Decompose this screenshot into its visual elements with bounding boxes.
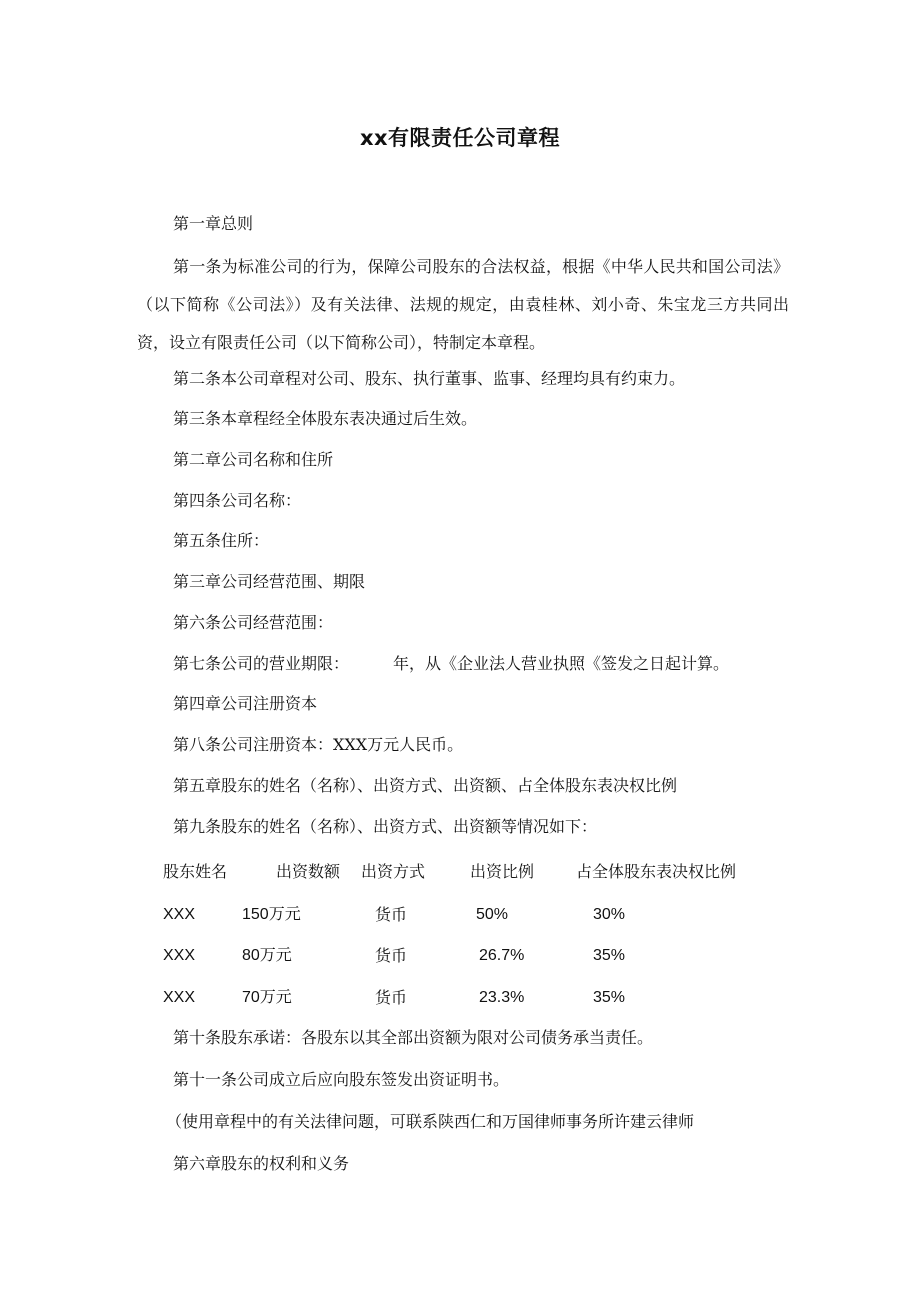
chapter-3-heading: 第三章公司经营范围、期限 xyxy=(173,572,366,591)
table-row-3-name: XXX xyxy=(163,989,196,1006)
article-7-part-b: 年，从《企业法人营业执照《签发之日起计算。 xyxy=(393,654,730,673)
article-4: 第四条公司名称： xyxy=(173,491,302,510)
table-row-1-ratio: 50% xyxy=(476,906,509,923)
table-row-1-name: XXX xyxy=(163,906,196,923)
table-row-1-method: 货币 xyxy=(375,905,408,924)
table-header-ratio: 出资比例 xyxy=(470,862,535,881)
table-row-3-vote: 35% xyxy=(593,989,626,1006)
table-row-1-vote: 30% xyxy=(593,906,626,923)
document-title: xx有限责任公司章程 xyxy=(359,126,561,150)
chapter-2-heading: 第二章公司名称和住所 xyxy=(173,450,334,469)
article-10: 第十条股东承诺：各股东以其全部出资额为限对公司债务承当责任。 xyxy=(173,1028,654,1047)
table-row-2-amount: 80万元 xyxy=(242,947,292,964)
table-header-method: 出资方式 xyxy=(361,862,426,881)
table-row-2-vote: 35% xyxy=(593,947,626,964)
table-row-3-ratio: 23.3% xyxy=(479,989,525,1006)
chapter-5-heading: 第五章股东的姓名（名称）、出资方式、出资额、占全体股东表决权比例 xyxy=(173,776,678,795)
chapter-1-heading: 第一章总则 xyxy=(173,214,254,233)
table-header-name: 股东姓名 xyxy=(163,862,228,881)
article-7-part-a: 第七条公司的营业期限： xyxy=(173,654,350,673)
table-row-3-amount: 70万元 xyxy=(242,989,292,1006)
table-header-amount: 出资数额 xyxy=(276,862,341,881)
chapter-4-heading: 第四章公司注册资本 xyxy=(173,694,318,713)
legal-note: （使用章程中的有关法律问题，可联系陕西仁和万国律师事务所许建云律师 xyxy=(166,1112,695,1131)
table-row-2-ratio: 26.7% xyxy=(479,947,525,964)
chapter-6-heading: 第六章股东的权利和义务 xyxy=(173,1154,350,1173)
article-1-paragraph: 第一条为标准公司的行为，保障公司股东的合法权益，根据《中华人民共和国公司法》（以下简称《公司法》）及有关法律、法规的规定，由袁桂林、刘小奇、朱宝龙三方共同出资，设立有限责任公司（以下简称公司），特制定本章程。 xyxy=(137,257,789,352)
table-row-3-method: 货币 xyxy=(375,988,408,1007)
article-7 xyxy=(173,652,729,676)
article-6: 第六条公司经营范围： xyxy=(173,613,334,632)
article-11: 第十一条公司成立后应向股东签发出资证明书。 xyxy=(173,1070,510,1089)
table-row-1-amount: 150万元 xyxy=(242,906,301,923)
article-5: 第五条住所： xyxy=(173,531,270,550)
table-row-2-method: 货币 xyxy=(375,946,408,965)
table-header-vote: 占全体股东表决权比例 xyxy=(576,862,737,881)
article-8: 第八条公司注册资本：XXX万元人民币。 xyxy=(173,735,464,754)
article-9: 第九条股东的姓名（名称）、出资方式、出资额等情况如下： xyxy=(173,817,598,836)
table-row-2-name: XXX xyxy=(163,947,196,964)
article-2: 第二条本公司章程对公司、股东、执行董事、监事、经理均具有约束力。 xyxy=(173,369,686,388)
article-3: 第三条本章程经全体股东表决通过后生效。 xyxy=(173,409,478,428)
